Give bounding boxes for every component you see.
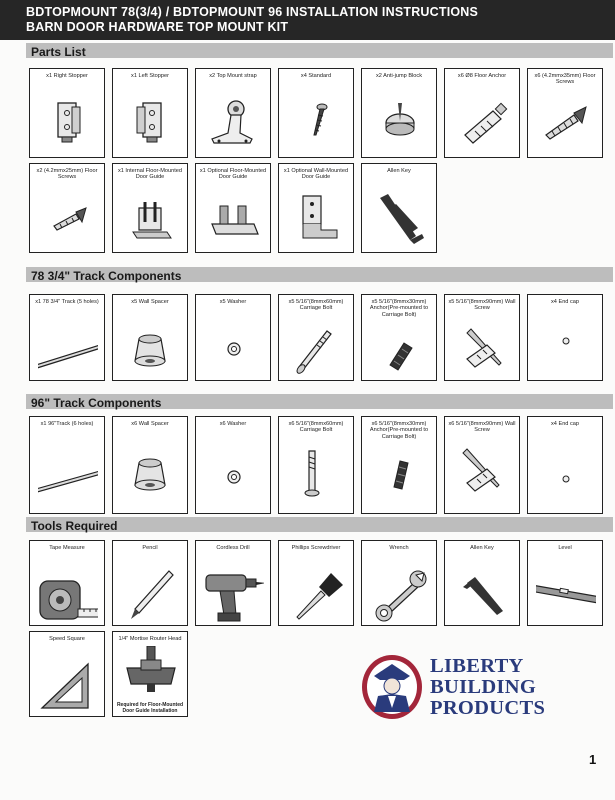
- logo-wordmark: [430, 656, 545, 719]
- part-label: x2 (4.2mmx25mm) Floor Screws: [36, 168, 98, 181]
- track78-end-cap: [527, 294, 603, 381]
- part-label: x5 5/16"(8mmx30mm) Anchor(Pre-mounted to Carriage Bolt): [369, 299, 429, 318]
- wall-spacer-icon: [121, 319, 181, 379]
- section-header-parts-list: [26, 43, 613, 58]
- logo-line-2: BUILDING: [430, 676, 537, 698]
- part-label: x2 Top Mount strap: [209, 73, 257, 79]
- track-icon: [38, 441, 98, 501]
- part-label: x4 End cap: [551, 299, 579, 305]
- part-label: x5 5/16"(8mmx60mm) Carriage Bolt: [288, 299, 344, 312]
- part-label: x2 Anti-jump Block: [375, 73, 422, 79]
- internal-door-guide-icon: [121, 188, 181, 248]
- track78-track: [29, 294, 105, 381]
- wall-spacer-icon: [121, 441, 181, 501]
- end-cap-icon: [536, 319, 596, 379]
- tool-label: Cordless Drill: [216, 545, 250, 551]
- part-label: x6 5/16"(8mmx90mm) Wall Screw: [448, 421, 516, 434]
- part-label: x1 Optional Wall-Mounted Door Guide: [283, 168, 349, 181]
- track78-carriage-bolt: [278, 294, 354, 381]
- part-label: x4 Standard: [300, 73, 332, 79]
- tool-label: Wrench: [389, 545, 409, 551]
- anti-jump-block-icon: [370, 93, 430, 153]
- allen-key-icon: [370, 188, 430, 248]
- track78-washer: [195, 294, 271, 381]
- part-label: x6 Ø8 Floor Anchor: [457, 73, 507, 79]
- part-label: x5 5/16"(8mmx90mm) Wall Screw: [448, 299, 516, 312]
- track96-washer: [195, 416, 271, 514]
- drill-icon: [204, 565, 264, 625]
- track-icon: [38, 319, 98, 379]
- tool-label: Allen Key: [470, 545, 494, 551]
- part-left-stopper: [112, 68, 188, 158]
- floor-screw-icon: [536, 93, 596, 153]
- level-icon: [536, 565, 596, 625]
- carriage-bolt-icon: [287, 319, 347, 379]
- tool-label: Tape Measure: [49, 545, 85, 551]
- tool-level: [527, 540, 603, 626]
- floor-anchor-icon: [453, 93, 513, 153]
- part-label: x1 96"Track (6 holes): [40, 421, 94, 427]
- tool-phillips-screwdriver: [278, 540, 354, 626]
- floor-door-guide-icon: [204, 188, 264, 248]
- standard-screw-icon: [287, 93, 347, 153]
- tool-label: 1/4" Mortise Router Head: [118, 636, 182, 642]
- section-header-tools: [26, 517, 613, 532]
- tool-wrench: [361, 540, 437, 626]
- tool-pencil: [112, 540, 188, 626]
- part-allen-key: [361, 163, 437, 253]
- wall-screw-icon: [453, 441, 513, 501]
- track96-anchor: [361, 416, 437, 514]
- part-label: Allen Key: [387, 168, 411, 174]
- part-label: x1 Internal Floor-Mounted Door Guide: [117, 168, 183, 181]
- section-header-track-96: [26, 394, 613, 409]
- router-head-icon: [121, 646, 181, 706]
- part-right-stopper: [29, 68, 105, 158]
- track78-wall-spacer: [112, 294, 188, 381]
- wall-screw-icon: [453, 319, 513, 379]
- part-label: x1 78 3/4" Track (5 holes): [35, 299, 99, 305]
- tool-mortise-router-head: [112, 631, 188, 717]
- part-label: x1 Right Stopper: [46, 73, 88, 79]
- tool-label: Level: [558, 545, 572, 551]
- track78-anchor: [361, 294, 437, 381]
- track96-wall-spacer: [112, 416, 188, 514]
- part-floor-anchor: [444, 68, 520, 158]
- part-floor-screws: [527, 68, 603, 158]
- part-label: x6 (4.2mmx35mm) Floor Screws: [534, 73, 596, 86]
- tool-label: Pencil: [142, 545, 158, 551]
- tool-label: Phillips Screwdriver: [291, 545, 341, 551]
- tool-cordless-drill: [195, 540, 271, 626]
- part-internal-door-guide: [112, 163, 188, 253]
- logo-line-3: PRODUCTS: [430, 697, 546, 719]
- track96-end-cap: [527, 416, 603, 514]
- track78-grid: [29, 294, 603, 386]
- part-label: x1 Left Stopper: [131, 73, 169, 79]
- speed-square-icon: [38, 656, 98, 716]
- part-optional-floor-door-guide: [195, 163, 271, 253]
- track96-track: [29, 416, 105, 514]
- document-title: BDTOPMOUNT 78(3/4) / BDTOPMOUNT 96 INSTALLATION INSTRUCTIONS: [26, 5, 479, 19]
- part-label: x1 Optional Floor-Mounted Door Guide: [199, 168, 267, 181]
- document-header: [0, 0, 615, 40]
- part-label: x5 Wall Spacer: [131, 299, 169, 305]
- part-small-floor-screws: [29, 163, 105, 253]
- part-standard-screw: [278, 68, 354, 158]
- track96-grid: [29, 416, 603, 519]
- top-mount-strap-icon: [204, 93, 264, 153]
- anchor-icon: [370, 319, 430, 379]
- small-floor-screw-icon: [38, 188, 98, 248]
- tool-note: Required for Floor-Mounted Door Guide Installation: [116, 702, 184, 714]
- anchor-icon: [370, 441, 430, 501]
- pencil-icon: [121, 565, 181, 625]
- part-label: x6 Washer: [219, 421, 247, 427]
- track78-wall-screw: [444, 294, 520, 381]
- liberty-building-products-logo: [360, 652, 560, 724]
- tool-tape-measure: [29, 540, 105, 626]
- part-label: x5 Washer: [219, 299, 247, 305]
- washer-icon: [204, 441, 264, 501]
- section-title: Tools Required: [31, 519, 118, 533]
- screwdriver-icon: [287, 565, 347, 625]
- wrench-icon: [370, 565, 430, 625]
- allen-key-icon: [453, 565, 513, 625]
- track96-carriage-bolt: [278, 416, 354, 514]
- tape-measure-icon: [38, 565, 98, 625]
- document-subtitle: BARN DOOR HARDWARE TOP MOUNT KIT: [26, 20, 289, 34]
- part-top-mount-strap: [195, 68, 271, 158]
- carriage-bolt-icon: [287, 441, 347, 501]
- section-title: 96" Track Components: [31, 396, 162, 410]
- left-stopper-icon: [121, 93, 181, 153]
- wall-door-guide-icon: [287, 188, 347, 248]
- parts-grid: [29, 68, 603, 258]
- tool-allen-key: [444, 540, 520, 626]
- section-title: 78 3/4" Track Components: [31, 269, 182, 283]
- section-title: Parts List: [31, 45, 86, 59]
- minuteman-seal-icon: [360, 654, 424, 720]
- track96-wall-screw: [444, 416, 520, 514]
- logo-line-1: LIBERTY: [430, 655, 524, 677]
- part-anti-jump-block: [361, 68, 437, 158]
- part-label: x6 5/16"(8mmx60mm) Carriage Bolt: [288, 421, 344, 434]
- page-number: 1: [589, 752, 597, 767]
- section-header-track-78: [26, 267, 613, 282]
- tool-speed-square: [29, 631, 105, 717]
- right-stopper-icon: [38, 93, 98, 153]
- part-label: x4 End cap: [551, 421, 579, 427]
- part-optional-wall-door-guide: [278, 163, 354, 253]
- tool-label: Speed Square: [49, 636, 85, 642]
- washer-icon: [204, 319, 264, 379]
- part-label: x6 5/16"(8mmx30mm) Anchor(Pre-mounted to Carriage Bolt): [369, 421, 429, 440]
- end-cap-icon: [536, 441, 596, 501]
- part-label: x6 Wall Spacer: [131, 421, 169, 427]
